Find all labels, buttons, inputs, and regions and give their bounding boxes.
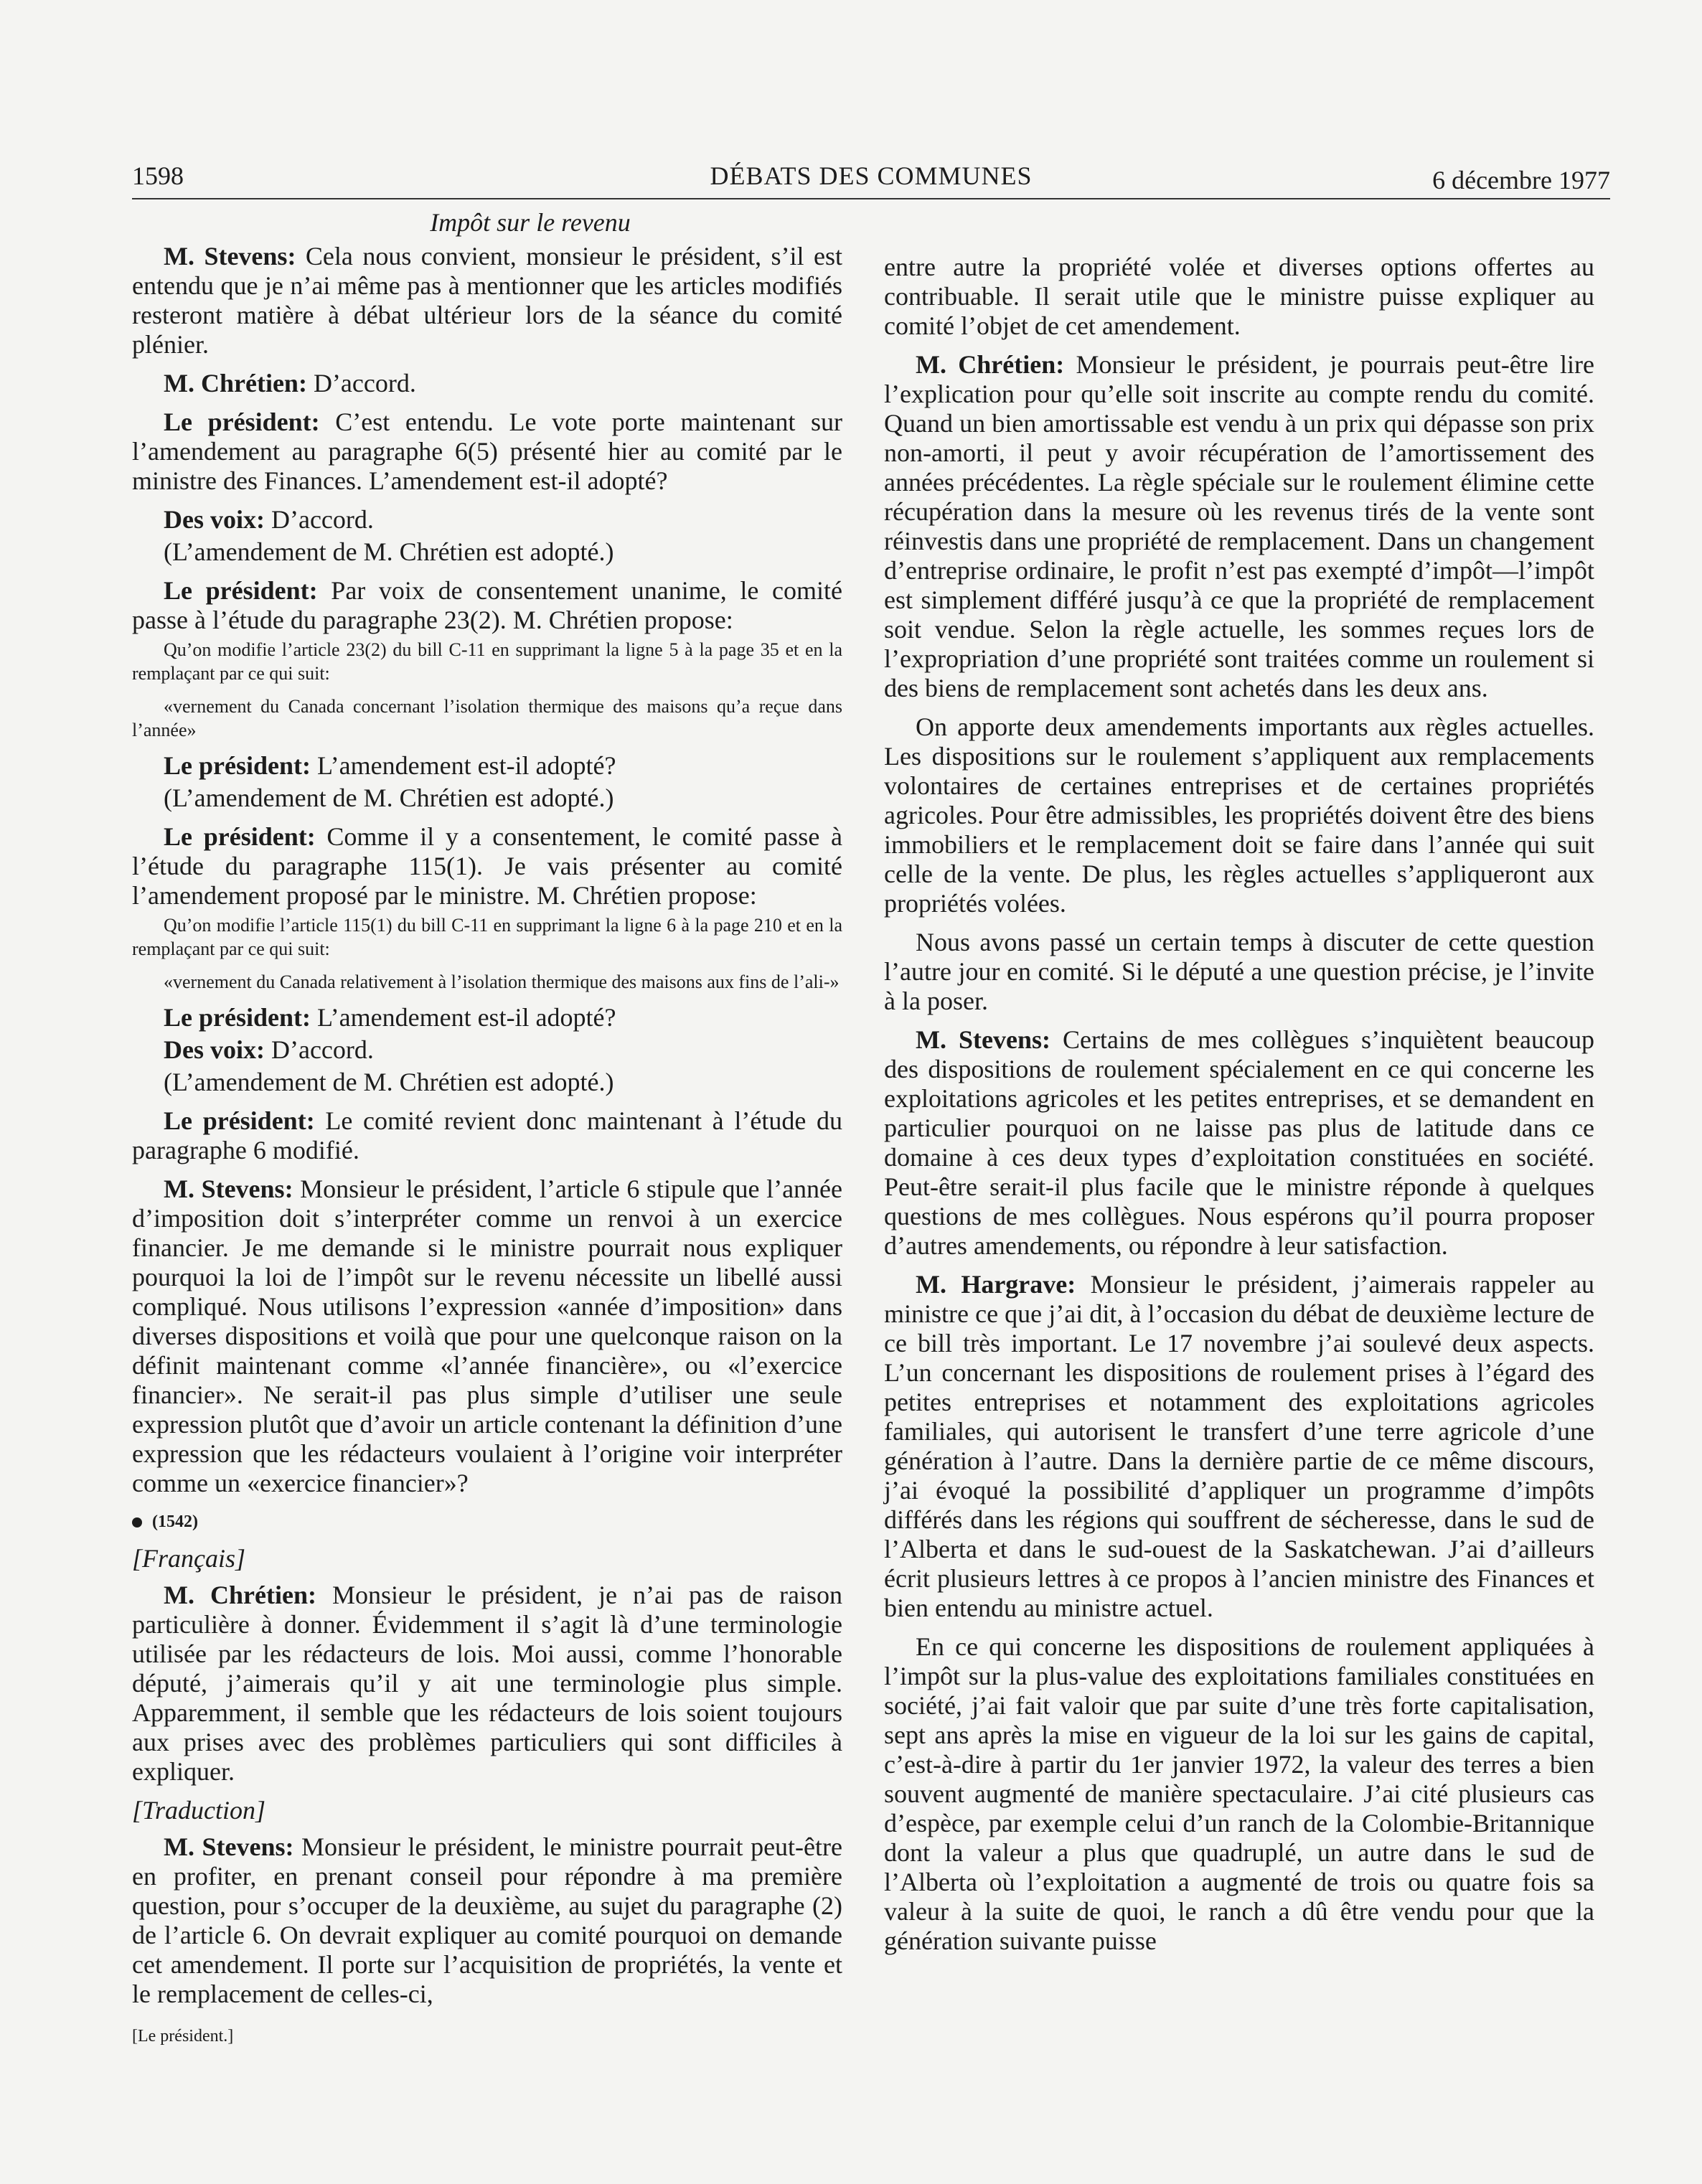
speech-text: Monsieur le président, je n’ai pas de raison particulière à donner. Évidemment il s’agit là d’une terminologie utilisée par les rédacteurs de lois. Moi aussi, comme l’honorable député, j’aimerais qu’il y ait une terminologie plus simple. Apparemment, il semble que les rédacteurs de lois soient toujours aux prises avec des problèmes particuliers qui sont difficiles à expliquer. xyxy=(132,1581,842,1786)
motion-quote: «vernement du Canada relativement à l’isolation thermique des maisons aux fins de l’ali-» xyxy=(164,971,840,992)
speaker-name: Le président: xyxy=(164,822,316,851)
speech-text: Cela nous convient, monsieur le président, s’il est entendu que je n’ai même pas à mentionner que les articles modifiés resteront matière à débat ultérieur lors de la séance du comité plénier. xyxy=(132,242,842,359)
speech-text: L’amendement est-il adopté? xyxy=(310,1003,616,1032)
speaker-name: M. Chrétien: xyxy=(164,369,307,397)
paragraph: entre autre la propriété volée et diverses options offertes au contribuable. Il serait utile que le ministre puisse expliquer au comité l’objet de cet amendement. xyxy=(884,253,1594,340)
speaker-name: M. Hargrave: xyxy=(916,1270,1076,1299)
speech-text: Monsieur le président, le ministre pourrait peut-être en profiter, en prenant conseil pour répondre à ma première question, pour s’occuper de la deuxième, au sujet du paragraphe (2) de l’article 6. On devrait expliquer au comité pourquoi on demande cet amendement. Il porte sur l’acquisition de propriétés, la vente et le remplacement de celles-ci, xyxy=(132,1832,842,2008)
speech-text: Certains de mes collègues s’inquiètent beaucoup des dispositions de roulement spécialement en ce qui concerne les exploitations agricoles et les petites entreprises, et se demandent en particulier pourquoi on ne laisse pas plus de latitude dans ce domaine à ces deux types d’exploitation constituées en société. Peut-être serait-il plus facile que le ministre réponde à quelques questions de mes collègues. Nous espérons qu’il pourra proposer d’autres amendements, ou répondre à leur satisfaction. xyxy=(884,1025,1594,1260)
procedural-note: (L’amendement de M. Chrétien est adopté.) xyxy=(164,783,614,812)
paragraph xyxy=(132,1106,842,1165)
speech-text: D’accord. xyxy=(306,369,416,397)
motion-quote: «vernement du Canada concernant l’isolation thermique des maisons qu’a reçue dans l’année» xyxy=(132,696,842,740)
paragraph xyxy=(132,576,842,635)
speech-text: Comme il y a consentement, le comité passe à l’étude du paragraphe 115(1). Je vais présenter au comité l’amendement proposé par le ministre. M. Chrétien propose: xyxy=(132,822,842,910)
speaker-name: Le président: xyxy=(164,1003,311,1032)
procedural-note: (L’amendement de M. Chrétien est adopté.) xyxy=(164,1068,614,1096)
paragraph xyxy=(132,1581,842,1787)
speech-text: Monsieur le président, l’article 6 stipule que l’année d’imposition doit s’interpréter comme un renvoi à un exercice financier. Je me demande si le ministre pourrait nous expliquer pourquoi la loi de l’impôt sur le revenu nécessite un libellé aussi compliqué. Nous utilisons l’expression «année d’imposition» dans diverses dispositions et voilà que pour une quelconque raison on la définit maintenant comme «l’année financière», ou «l’exercice financier». Ne serait-il pas plus simple d’utiliser une seule expression plutôt que d’avoir un article contenant la définition d’une expression que les rédacteurs voulaient à l’origine voir interpréter comme un «exercice financier»? xyxy=(132,1175,843,1497)
paragraph xyxy=(132,822,842,910)
paragraph xyxy=(132,1832,842,2009)
motion-text: Qu’on modifie l’article 115(1) du bill C-11 en supprimant la ligne 6 à la page 210 et en la remplaçant par ce qui suit: xyxy=(132,915,842,959)
paragraph xyxy=(884,350,1594,703)
paragraph xyxy=(132,1175,842,1498)
section-subtitle: Impôt sur le revenu xyxy=(430,208,631,237)
speech-text: Le comité revient donc maintenant à l’étude du paragraphe 6 modifié. xyxy=(132,1106,843,1164)
paragraph xyxy=(132,1003,842,1032)
footnote: [Le président.] xyxy=(132,2027,234,2046)
page-header xyxy=(132,158,1610,199)
speaker-name: M. Chrétien: xyxy=(164,1581,316,1609)
paragraph xyxy=(132,505,842,535)
page-number: 1598 xyxy=(132,161,184,190)
speech-text: D’accord. xyxy=(264,505,374,534)
paragraph xyxy=(132,408,842,496)
speech-text: C’est entendu. Le vote porte maintenant sur l’amendement au paragraphe 6(5) présenté hier au comité par le ministre des Finances. L’amendement est-il adopté? xyxy=(132,408,843,495)
paragraph xyxy=(884,1025,1594,1261)
paragraph: On apporte deux amendements importants aux règles actuelles. Les dispositions sur le roulement s’appliquent aux remplacements volontaires de certaines entreprises et de certaines propriétés agricoles. Pour être admissibles, les propriétés doivent être des biens immobiliers et le remplacement doit se faire dans l’année qui suit celle de la vente. De plus, les règles actuelles s’appliqueront aux propriétés volées. xyxy=(884,712,1594,918)
speaker-name: Le président: xyxy=(164,576,318,605)
speaker-name: M. Chrétien: xyxy=(916,350,1065,379)
right-column xyxy=(884,253,1594,1965)
speech-text: Monsieur le président, je pourrais peut-être lire l’explication pour qu’elle soit inscrite au compte rendu du comité. Quand un bien amortissable est vendu à un prix qui dépasse son prix non-amorti, il peut y avoir récupération de l’amortissement des années précédentes. La règle spéciale sur le roulement élimine cette récupération dans la mesure où les revenus tirés de la vente sont réinvestis dans une propriété de remplacement. Dans un changement d’entreprise ordinaire, le profit n’est pas exempté d’impôt—l’impôt est simplement différé jusqu’à ce que la propriété de remplacement soit vendue. Selon la règle actuelle, les sommes reçues lors de l’expropriation d’une propriété sont traitées comme un roulement si des biens de remplacement sont achetés dans les deux ans. xyxy=(884,350,1595,702)
speaker-name: Des voix: xyxy=(164,1035,265,1064)
speaker-name: Des voix: xyxy=(164,505,265,534)
paragraph: En ce qui concerne les dispositions de roulement appliquées à l’impôt sur la plus-value des exploitations familiales constituées en société, j’ai fait valoir que par suite d’une très forte capitalisation, sept ans après la mise en vigueur de la loi sur les gains de capital, c’est-à-dire à partir du 1er janvier 1972, la valeur des terres a bien souvent augmenté de manière spectaculaire. J’ai cité plusieurs cas d’espèce, par exemple celui d’un ranch de la Colombie-Britannique dont la valeur a plus que quadruplé, un autre dans le sud de l’Alberta où l’exploitation a augmenté de trois ou quatre fois sa valeur à la suite de quoi, le ranch a dû être vendu pour que la génération suivante puisse xyxy=(884,1632,1594,1955)
speaker-name: M. Stevens: xyxy=(164,242,296,270)
paragraph xyxy=(132,369,842,398)
left-column xyxy=(132,208,842,2051)
bullet-icon xyxy=(132,1517,142,1528)
publication-date: 6 décembre 1977 xyxy=(1432,166,1610,194)
speech-text: Monsieur le président, j’aimerais rappeler au ministre ce que j’ai dit, à l’occasion du débat de deuxième lecture de ce bill très important. Le 17 novembre j’ai soulevé deux aspects. L’un concernant les dispositions de roulement prises à l’égard des petites entreprises et notamment des exploitations agricoles familiales, qui autorisent le transfert d’une terre agricole d’une génération à l’autre. Dans la dernière partie de ce même discours, j’ai évoqué la possibilité d’appliquer un programme d’impôts différés dans les régions qui souffrent de sécheresse, dans le sud de l’Alberta et dans le sud-ouest de la Saskatchewan. J’ai d’ailleurs écrit plusieurs lettres à ce propos à l’ancien ministre des Finances et bien entendu au ministre actuel. xyxy=(884,1270,1595,1622)
paragraph: Nous avons passé un certain temps à discuter de cette question l’autre jour en comité. Si le député a une question précise, je l’invite à la poser. xyxy=(884,928,1594,1015)
time-marker xyxy=(132,1507,842,1537)
speech-text: L’amendement est-il adopté? xyxy=(310,751,616,780)
speaker-name: M. Stevens: xyxy=(164,1175,293,1203)
paragraph xyxy=(132,751,842,781)
publication-title: DÉBATS DES COMMUNES xyxy=(710,161,1033,190)
speaker-name: Le président: xyxy=(164,408,320,436)
paragraph xyxy=(132,242,842,359)
speaker-name: Le président: xyxy=(164,751,311,780)
time-marker-text: (1542) xyxy=(152,1512,198,1531)
speech-text: Par voix de consentement unanime, le comité passe à l’étude du paragraphe 23(2). M. Chrétien propose: xyxy=(132,576,842,634)
language-marker: [Français] xyxy=(132,1544,246,1573)
speaker-name: M. Stevens: xyxy=(916,1025,1050,1054)
paragraph xyxy=(884,1270,1594,1623)
speaker-name: M. Stevens: xyxy=(164,1832,294,1861)
paragraph xyxy=(132,1035,842,1065)
speaker-name: Le président: xyxy=(164,1106,315,1135)
motion-text: Qu’on modifie l’article 23(2) du bill C-11 en supprimant la ligne 5 à la page 35 et en la remplaçant par ce qui suit: xyxy=(132,639,842,684)
speech-text: D’accord. xyxy=(264,1035,374,1064)
procedural-note: (L’amendement de M. Chrétien est adopté.) xyxy=(164,537,614,566)
language-marker: [Traduction] xyxy=(132,1796,266,1825)
